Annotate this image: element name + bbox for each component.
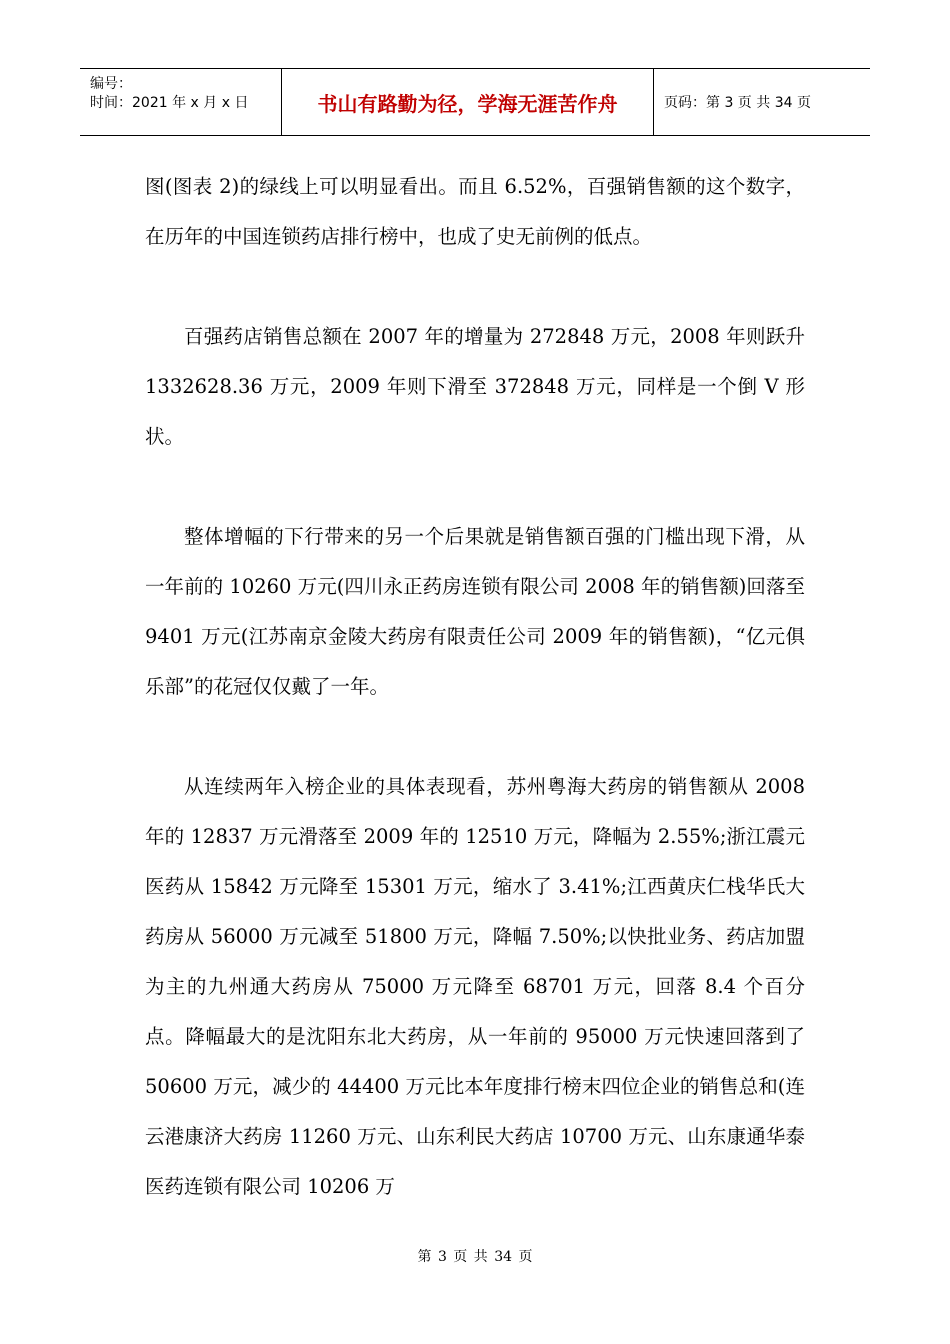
header-meta (80, 69, 282, 135)
document-body (145, 162, 805, 1212)
paragraph: 整体增幅的下行带来的另一个后果就是销售额百强的门槛出现下滑，从一年前的 10260 万元(四川永正药房连锁有限公司 2008 年的销售额)回落至 9401 万元(江苏南京金陵大药房有限责任公司 2009 年的销售额)，“亿元俱乐部”的花冠仅仅戴了一年。 (145, 525, 805, 698)
page-footer: 第 3 页 共 34 页 (417, 1249, 533, 1265)
page-header (80, 68, 870, 136)
paragraph: 百强药店销售总额在 2007 年的增量为 272848 万元，2008 年则跃升 1332628.36 万元，2009 年则下滑至 372848 万元，同样是一个倒 V 形状。 (145, 325, 805, 448)
header-motto: 书山有路勤为径，学海无涯苦作舟 (282, 69, 654, 135)
header-number-label: 编号： (90, 76, 132, 92)
header-time-label: 时间：2021 年 x 月 x 日 (90, 95, 249, 111)
paragraph: 图(图表 2)的绿线上可以明显看出。而且 6.52%，百强销售额的这个数字，在历年的中国连锁药店排行榜中，也成了史无前例的低点。 (145, 175, 805, 248)
header-page-info: 页码：第 3 页 共 34 页 (664, 95, 811, 111)
paragraph: 从连续两年入榜企业的具体表现看，苏州粤海大药房的销售额从 2008 年的 12837 万元滑落至 2009 年的 12510 万元，降幅为 2.55%;浙江震元医药从 15842 万元降至 15301 万元，缩水了 3.41%;江西黄庆仁栈华氏大药房从 56000 万元减至 51800 万元，降幅 7.50%;以快批业务、药店加盟为主的九州通大药房从 75000 万元降至 68701 万元，回落 8.4 个百分点。降幅最大的是沈阳东北大药房，从一年前的 95000 万元快速回落到了 50600 万元，减少的 44400 万元比本年度排行榜末四位企业的销售总和(连云港康济大药房 11260 万元、山东利民大药店 10700 万元、山东康通华泰医药连锁有限公司 10206 万 (145, 775, 805, 1198)
